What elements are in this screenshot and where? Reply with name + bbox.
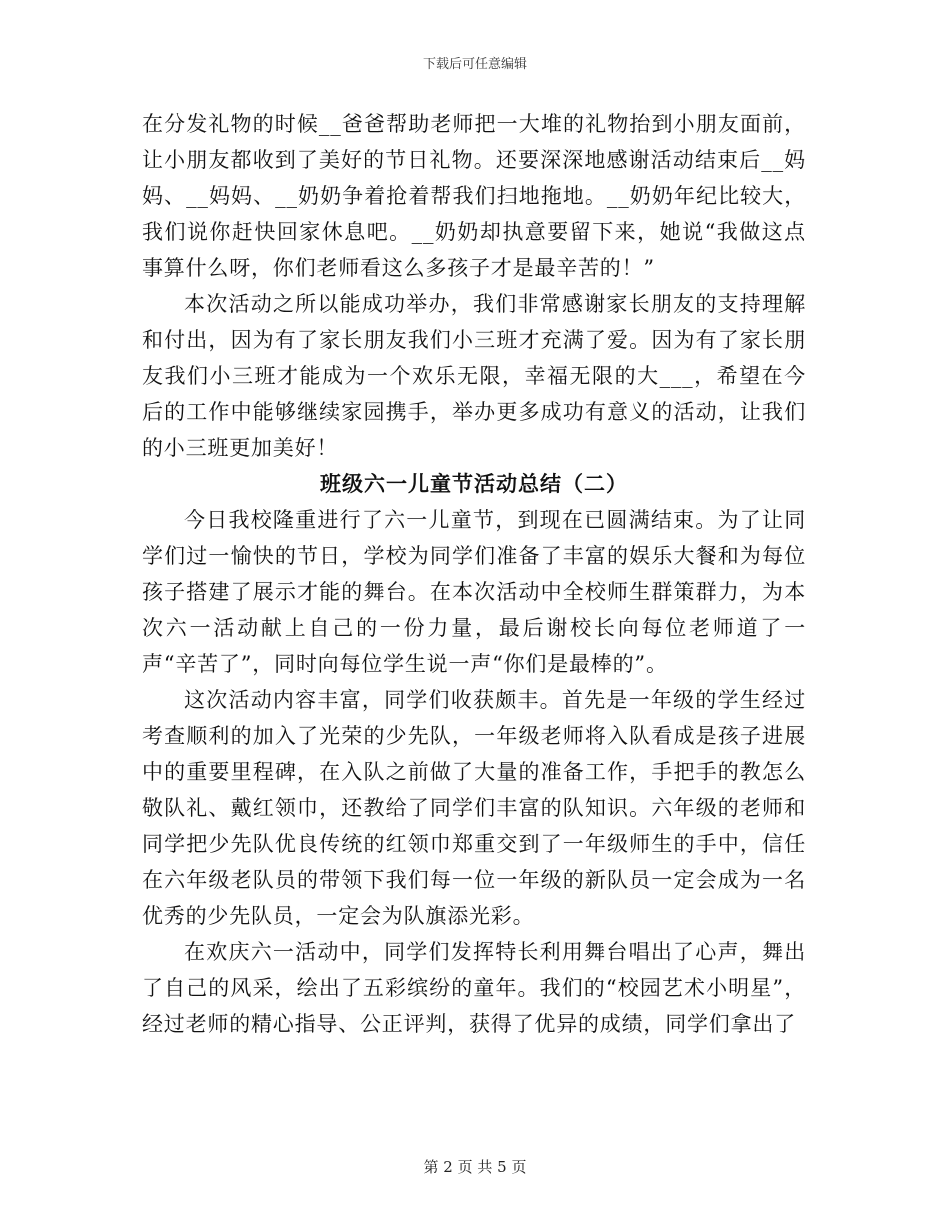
paragraph-4: 这次活动内容丰富，同学们收获颇丰。首先是一年级的学生经过考查顺利的加入了光荣的少先队，一年级老师将入队看成是孩子进展中的重要里程碑，在入队之前做了大量的准备工作，手把手的教怎么敬队礼、戴红领巾，还教给了同学们丰富的队知识。六年级的老师和同学把少先队优良传统的红领巾郑重交到了一年级师生的手中，信任在六年级老队员的带领下我们每一位一年级的新队员一定会成为一名优秀的少先队员，一定会为队旗添光彩。: [142, 688, 806, 928]
page-header: 下载后可任意编辑: [422, 57, 527, 72]
paragraph-5: 在欢庆六一活动中，同学们发挥特长利用舞台唱出了心声，舞出了自己的风采，绘出了五彩缤纷的童年。我们的“校园艺术小明星”，经过老师的精心指导、公正评判，获得了优异的成绩，同学们拿出了: [142, 940, 806, 1036]
paragraph-2: 本次活动之所以能成功举办，我们非常感谢家长朋友的支持理解和付出，因为有了家长朋友我们小三班才充满了爱。因为有了家长朋友我们小三班才能成为一个欢乐无限，幸福无限的大___，希望在今后的工作中能够继续家园携手，举办更多成功有意义的活动，让我们的小三班更加美好！: [142, 292, 806, 460]
paragraph-1: 在分发礼物的时候__爸爸帮助老师把一大堆的礼物抬到小朋友面前，让小朋友都收到了美好的节日礼物。还要深深地感谢活动结束后__妈妈、__妈妈、__奶奶争着抢着帮我们扫地拖地。__奶奶年纪比较大，我们说你赶快回家休息吧。__奶奶却执意要留下来，她说“我做这点事算什么呀，你们老师看这么多孩子才是最辛苦的！”: [142, 112, 806, 280]
section-title: 班级六一儿童节活动总结（二）: [320, 471, 628, 496]
document-body: [142, 106, 806, 1042]
paragraph-3: 今日我校隆重进行了六一儿童节，到现在已圆满结束。为了让同学们过一愉快的节日，学校为同学们准备了丰富的娱乐大餐和为每位孩子搭建了展示才能的舞台。在本次活动中全校师生群策群力，为本次六一活动献上自己的一份力量，最后谢校长向每位老师道了一声“辛苦了”，同时向每位学生说一声“你们是最棒的”。: [142, 508, 806, 676]
page-number: 第 2 页 共 5 页: [423, 1158, 527, 1176]
